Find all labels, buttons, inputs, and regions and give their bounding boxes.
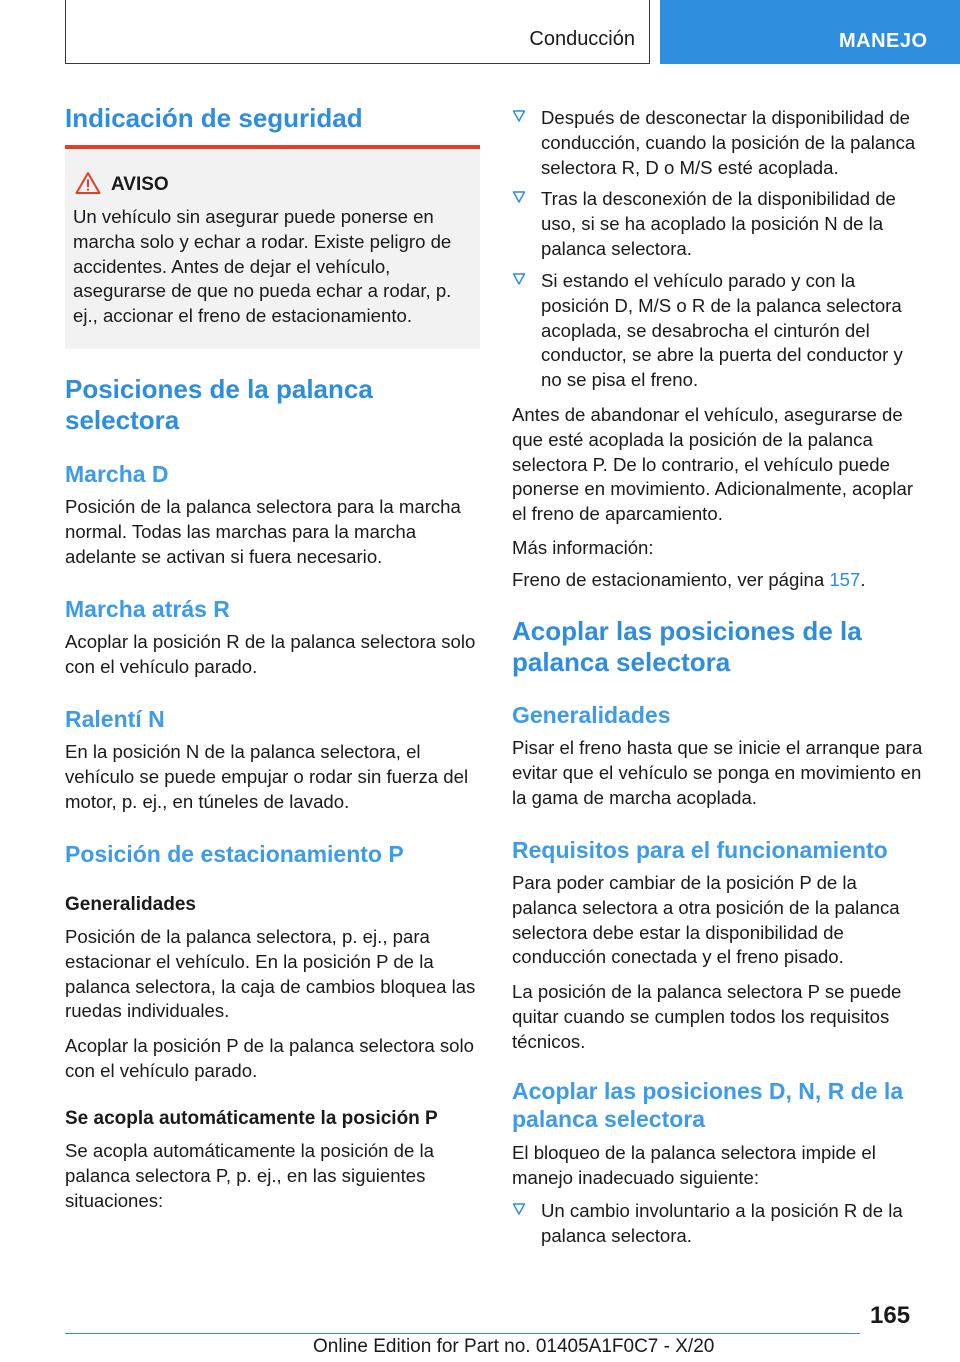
park-text-1: Posición de la palanca selectora, p. ej., para estacionar el vehículo. En la posición P de la palanca selectora, la caja de cambios bloquea las ruedas individuales. [65, 926, 476, 1022]
heading-park: Posición de estacionamiento P [65, 841, 404, 867]
neutral-text: En la posición N de la palanca selectora, el vehículo se puede empujar o rodar sin fuerza del motor, p. ej., en túneles de lavado. [65, 741, 469, 812]
warning-title: AVISO [111, 174, 169, 195]
chapter-tab[interactable] [660, 0, 960, 64]
subheading-general: Generalidades [65, 894, 196, 915]
requirements-text-1: Para poder cambiar de la posición P de la palanca selectora a otra posición de la palanca selectora debe estar la disponibilidad de conducción conectada y el freno pisado. [512, 872, 900, 968]
heading-couple-dnr: Acoplar las posiciones D, N, R de la palanca selectora [512, 1078, 904, 1132]
list-item-text: Si estando el vehículo parado y con la posición D, M/S o R de la palanca selectora acoplada, se desabrocha el cinturón del conductor, se abre la puerta del conductor y no se pisa el freno. [541, 270, 903, 391]
heading-general: Generalidades [512, 702, 671, 728]
chapter-tab-label: MANEJO [839, 30, 928, 52]
footer-edition: Online Edition for Part no. 01405A1F0C7 - X/20 [313, 1336, 715, 1357]
requirements-text-2: La posición de la palanca selectora P se puede quitar cuando se cumplen todos los requisitos técnicos. [512, 981, 902, 1052]
triangle-bullet-icon [512, 272, 526, 286]
section-title: Conducción [529, 28, 635, 50]
triangle-bullet-icon [512, 1202, 526, 1216]
heading-requirements: Requisitos para el funcionamiento [512, 837, 888, 863]
heading-safety: Indicación de seguridad [65, 103, 363, 133]
heading-neutral: Ralentí N [65, 706, 165, 732]
list-item-text: Después de desconectar la disponibilidad de conducción, cuando la posición de la palanca selectora R, D o M/S esté acoplada. [541, 107, 916, 178]
auto-park-text: Se acopla automáticamente la posición de la palanca selectora P, p. ej., en las siguientes situaciones: [65, 1140, 435, 1211]
park-text-2: Acoplar la posición P de la palanca selectora solo con el vehículo parado. [65, 1035, 474, 1081]
header-section-box [65, 0, 650, 64]
list-item-text: Un cambio involuntario a la posición R de la palanca selectora. [541, 1200, 903, 1246]
leave-vehicle-text: Antes de abandonar el vehículo, asegurarse de que esté acoplada la posición de la palanca selectora P. De lo contrario, el vehículo puede ponerse en movimiento. Adicionalmente, acoplar el freno de aparcamiento. [512, 404, 914, 525]
general-text: Pisar el freno hasta que se inicie el arranque para evitar que el vehículo se ponga en movimiento en la gama de marcha acoplada. [512, 737, 923, 808]
reference-page-link[interactable]: 157 [829, 569, 861, 590]
triangle-bullet-icon [512, 109, 526, 123]
heading-reverse: Marcha atrás R [65, 596, 230, 622]
reference-end: . [860, 569, 866, 590]
list-item-text: Tras la desconexión de la disponibilidad de uso, si se ha acoplado la posición N de la palanca selectora. [541, 188, 896, 259]
drive-text: Posición de la palanca selectora para la marcha normal. Todas las marchas para la marcha adelante se activan si fuera necesario. [65, 496, 461, 567]
warning-text: Un vehículo sin asegurar puede ponerse en marcha solo y echar a rodar. Existe peligro de accidentes. Antes de dejar el vehículo, asegurarse de que no pueda echar a rodar, p. ej., accionar el freno de estacionamiento. [73, 206, 452, 327]
heading-positions: Posiciones de la palanca selectora [65, 374, 373, 435]
page-reference [512, 568, 926, 593]
heading-drive: Marcha D [65, 461, 169, 487]
heading-couple-positions: Acoplar las posiciones de la palanca selectora [512, 616, 862, 677]
reference-text: Freno de estacionamiento, ver página [512, 569, 830, 590]
dnr-text: El bloqueo de la palanca selectora impide el manejo inadecuado siguiente: [512, 1142, 876, 1188]
more-info-label: Más información: [512, 537, 654, 558]
triangle-bullet-icon [512, 190, 526, 204]
footer-rule [65, 1333, 860, 1334]
warning-triangle-icon [75, 171, 101, 195]
warning-box [65, 149, 480, 349]
page-number: 165 [870, 1302, 911, 1329]
subheading-auto-park: Se acopla automáticamente la posición P [65, 1108, 438, 1129]
reverse-text: Acoplar la posición R de la palanca selectora solo con el vehículo parado. [65, 631, 476, 677]
